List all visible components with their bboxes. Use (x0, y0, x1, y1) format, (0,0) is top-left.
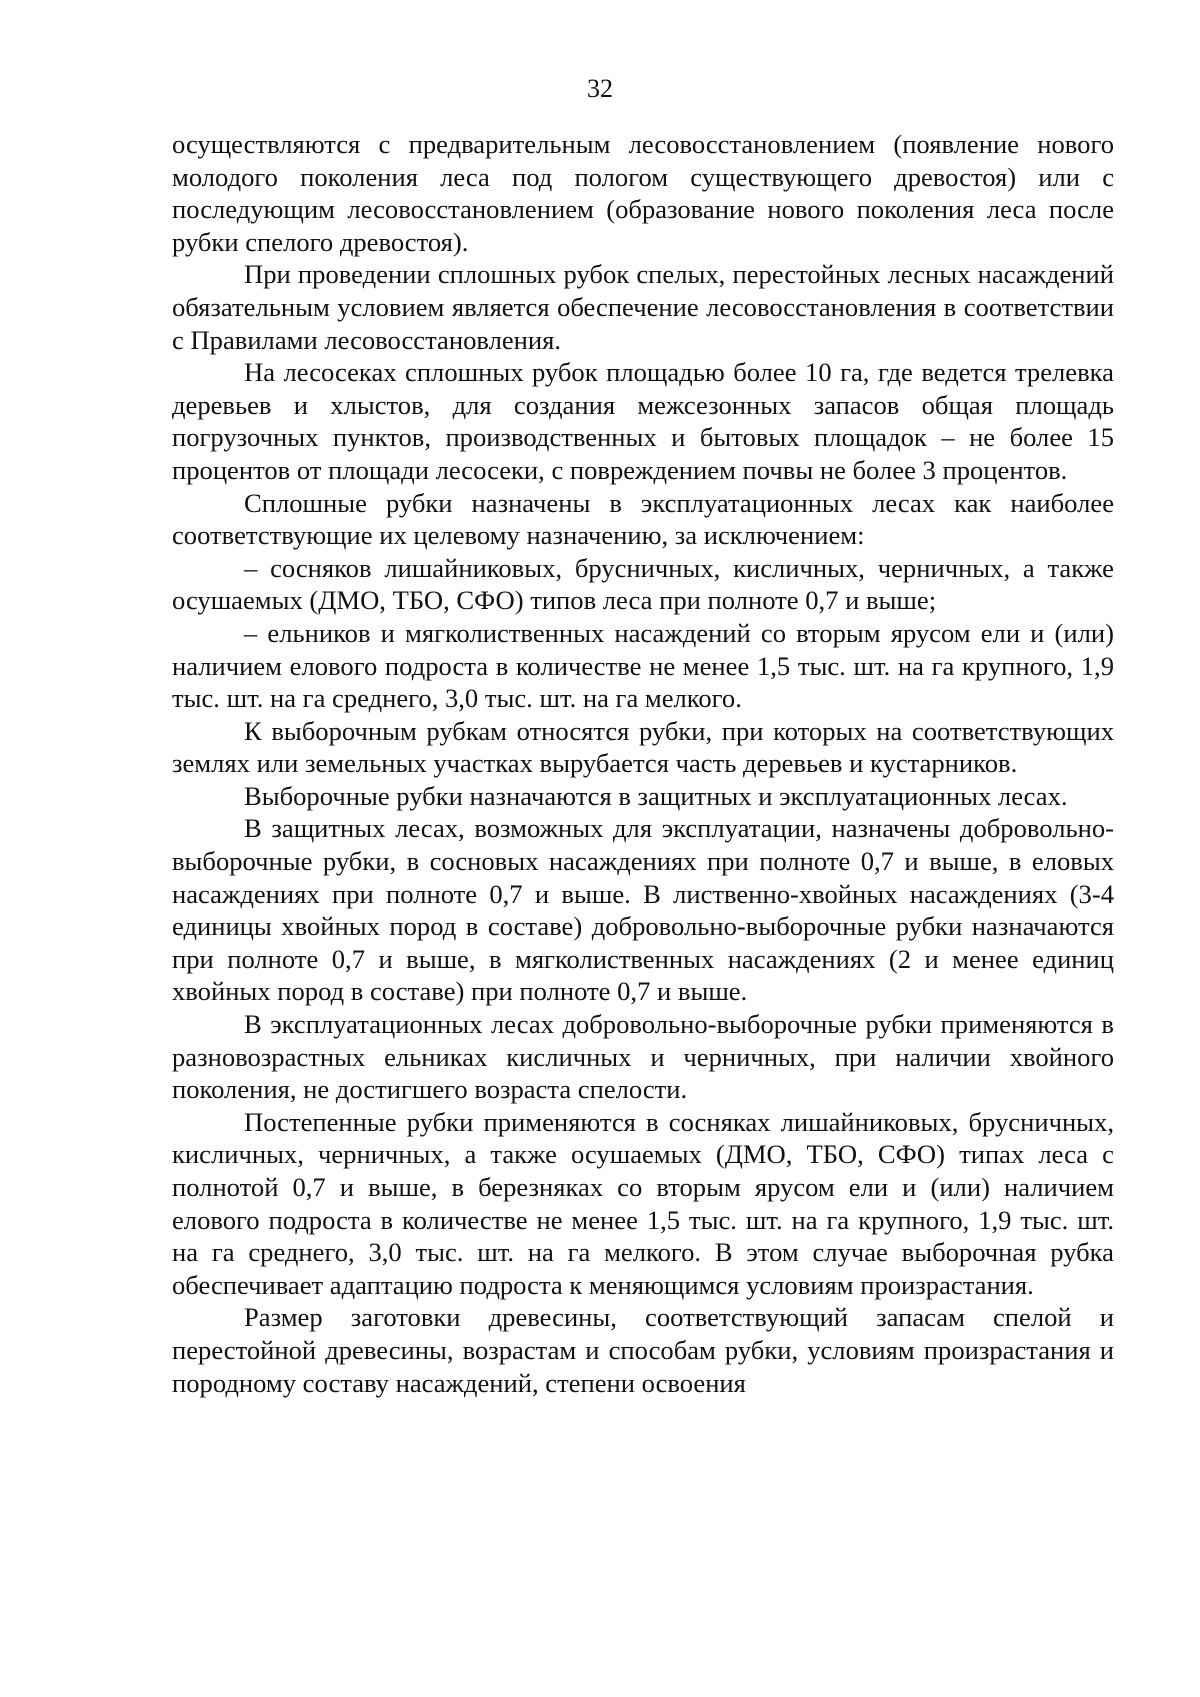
document-body (172, 128, 1114, 1399)
page-number: 32 (587, 74, 613, 103)
paragraph-1: осуществляются с предварительным лесовосстановлением (появление нового молодого поколения леса под пологом существующего древостоя) или с последующим лесовосстановлением (образование нового поколения леса после рубки спелого древостоя). (172, 129, 1114, 257)
paragraph-11: Постепенные рубки применяются в сосняках лишайниковых, брусничных, кисличных, черничных, а также осушаемых (ДМО, ТБО, СФО) типах леса с полнотой 0,7 и выше, в березняках со вторым ярусом ели и (или) наличием елового подроста в количестве не менее 1,5 тыс. шт. на га крупного, 1,9 тыс. шт. на га среднего, 3,0 тыс. шт. на га мелкого. В этом случае выборочная рубка обеспечивает адаптацию подроста к меняющимся условиям произрастания. (172, 1106, 1114, 1300)
list-item-spruce-forests: – ельников и мягколиственных насаждений со вторым ярусом ели и (или) наличием елового подроста в количестве не менее 1,5 тыс. шт. на га крупного, 1,9 тыс. шт. на га среднего, 3,0 тыс. шт. на га мелкого. (172, 617, 1114, 714)
paragraph-8: Выборочные рубки назначаются в защитных и эксплуатационных лесах. (244, 780, 1068, 811)
paragraph-10: В эксплуатационных лесах добровольно-выборочные рубки применяются в разновозрастных ельниках кисличных и черничных, при наличии хвойного поколения, не достигшего возраста спелости. (172, 1009, 1114, 1105)
paragraph-3: На лесосеках сплошных рубок площадью более 10 га, где ведется трелевка деревьев и хлыстов, для создания межсезонных запасов общая площадь погрузочных пунктов, производственных и бытовых площадок – не более 15 процентов от площади лесосеки, с повреждением почвы не более 3 процентов. (172, 357, 1114, 485)
list-item-pine-forests: – сосняков лишайниковых, брусничных, кисличных, черничных, а также осушаемых (ДМО, ТБО, СФО) типов леса при полноте 0,7 и выше; (172, 552, 1114, 616)
paragraph-4: Сплошные рубки назначены в эксплуатационных лесах как наиболее соответствующие их целевому назначению, за исключением: (172, 487, 1114, 551)
paragraph-9: В защитных лесах, возможных для эксплуатации, назначены добровольно-выборочные рубки, в сосновых насаждениях при полноте 0,7 и выше, в еловых насаждениях при полноте 0,7 и выше. В лиственно-хвойных насаждениях (3-4 единицы хвойных пород в составе) добровольно-выборочные рубки назначаются при полноте 0,7 и выше, в мягколиственных насаждениях (2 и менее единиц хвойных пород в составе) при полноте 0,7 и выше. (172, 813, 1114, 1007)
paragraph-12: Размер заготовки древесины, соответствующий запасам спелой и перестойной древесины, возрастам и способам рубки, условиям произрастания и породному составу насаждений, степени освоения (172, 1302, 1114, 1398)
paragraph-2: При проведении сплошных рубок спелых, перестойных лесных насаждений обязательным условием является обеспечение лесовосстановления в соответствии с Правилами лесовосстановления. (172, 259, 1114, 355)
paragraph-7: К выборочным рубкам относятся рубки, при которых на соответствующих землях или земельных участках вырубается часть деревьев и кустарников. (172, 715, 1114, 779)
